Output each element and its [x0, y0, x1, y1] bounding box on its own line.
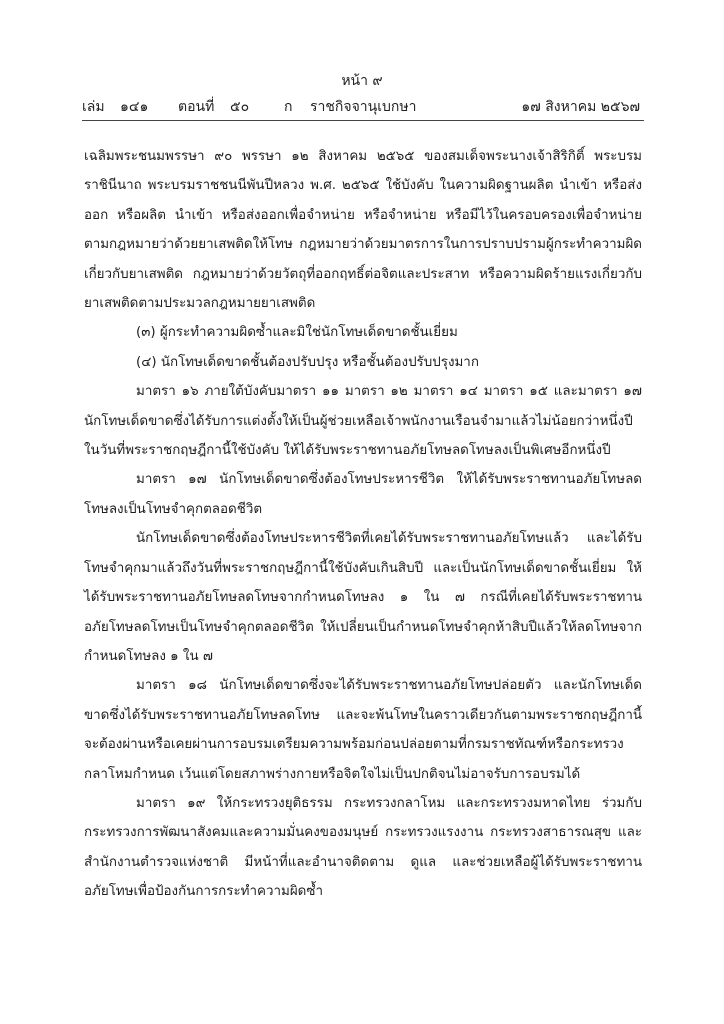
section-17: มาตรา ๑๗ นักโทษเด็ดขาดซึ่งต้องโทษประหารชีวิต ให้ได้รับพระราชทานอภัยโทษลดโทษลงเป็นโทษจำคุกตลอดชีวิต — [84, 472, 642, 517]
gazette-name: ราชกิจจานุเบกษา — [310, 99, 417, 115]
section-letter: ก — [284, 99, 293, 115]
paragraph-continuation: เฉลิมพระชนมพรรษา ๙๐ พรรษา ๑๒ สิงหาคม ๒๕๖๕ ของสมเด็จพระนางเจ้าสิริกิติ์ พระบรมราชินีนาถ พระบรมราชชนนีพันปีหลวง พ.ศ. ๒๕๖๕ ใช้บังคับ ในความผิดฐานผลิต นำเข้า หรือส่งออก หรือผลิต นำเข้า หรือส่งออกเพื่อจำหน่าย หรือจำหน่าย หรือมีไว้ในครอบครองเพื่อจำหน่าย ตามกฎหมายว่าด้วยยาเสพติดให้โทษ กฎหมายว่าด้วยมาตรการในการปราบปรามผู้กระทำความผิดเกี่ยวกับยาเสพติด กฎหมายว่าด้วยวัตถุที่ออกฤทธิ์ต่อจิตและประสาท หรือความผิดร้ายแรงเกี่ยวกับยาเสพติดตามประมวลกฎหมายยาเสพติด — [84, 149, 642, 312]
section-17-paragraph-2: นักโทษเด็ดขาดซึ่งต้องโทษประหารชีวิตที่เคยได้รับพระราชทานอภัยโทษแล้ว และได้รับโทษจำคุกมาแล้วถึงวันที่พระราชกฤษฎีกานี้ใช้บังคับเกินสิบปี และเป็นนักโทษเด็ดขาดชั้นเยี่ยม ให้ได้รับพระราชทานอภัยโทษลดโทษจากกำหนดโทษลง ๑ ใน ๗ กรณีที่เคยได้รับพระราชทานอภัยโทษลดโทษเป็นโทษจำคุกตลอดชีวิต ให้เปลี่ยนเป็นกำหนดโทษจำคุกห้าสิบปีแล้วให้ลดโทษจากกำหนดโทษลง ๑ ใน ๗ — [84, 531, 642, 664]
header-divider — [82, 120, 644, 121]
section-18: มาตรา ๑๘ นักโทษเด็ดขาดซึ่งจะได้รับพระราชทานอภัยโทษปล่อยตัว และนักโทษเด็ดขาดซึ่งได้รับพระราชทานอภัยโทษลดโทษ และจะพ้นโทษในคราวเดียวกันตามพระราชกฤษฎีกานี้จะต้องผ่านหรือเคยผ่านการอบรมเตรียมความพร้อมก่อนปล่อยตามที่กรมราชทัณฑ์หรือกระทรวงกลาโหมกำหนด เว้นแต่โดยสภาพร่างกายหรือจิตใจไม่เป็นปกติจนไม่อาจรับการอบรมได้ — [84, 678, 642, 782]
section-19: มาตรา ๑๙ ให้กระทรวงยุติธรรม กระทรวงกลาโหม และกระทรวงมหาดไทย ร่วมกับกระทรวงการพัฒนาสังคมและความมั่นคงของมนุษย์ กระทรวงแรงงาน กระทรวงสาธารณสุข และสำนักงานตำรวจแห่งชาติ มีหน้าที่และอำนาจติดตาม ดูแล และช่วยเหลือผู้ได้รับพระราชทานอภัยโทษเพื่อป้องกันการกระทำความผิดซ้ำ — [84, 795, 642, 900]
gazette-header — [82, 96, 640, 116]
document-body — [84, 142, 642, 907]
list-item-3: (๓) ผู้กระทำความผิดซ้ำและมิใช่นักโทษเด็ดขาดชั้นเยี่ยม — [136, 325, 458, 341]
volume-number: ๑๔๑ — [120, 99, 149, 115]
issue-label: ตอนที่ — [178, 99, 215, 115]
list-item-4: (๔) นักโทษเด็ดขาดชั้นต้องปรับปรุง หรือชั้นต้องปรับปรุงมาก — [136, 354, 479, 370]
volume-label: เล่ม — [82, 99, 105, 115]
publication-date: ๑๗ สิงหาคม ๒๕๖๗ — [521, 99, 640, 115]
issue-number: ๕๐ — [230, 99, 250, 115]
section-16: มาตรา ๑๖ ภายใต้บังคับมาตรา ๑๑ มาตรา ๑๒ มาตรา ๑๔ มาตรา ๑๕ และมาตรา ๑๗ นักโทษเด็ดขาดซึ่งได้รับการแต่งตั้งให้เป็นผู้ช่วยเหลือเจ้าพนักงานเรือนจำมาแล้วไม่น้อยกว่าหนึ่งปี ในวันที่พระราชกฤษฎีกานี้ใช้บังคับ ให้ได้รับพระราชทานอภัยโทษลดโทษลงเป็นพิเศษอีกหนึ่งปี — [84, 384, 642, 459]
page-number: หน้า ๙ — [341, 73, 383, 89]
